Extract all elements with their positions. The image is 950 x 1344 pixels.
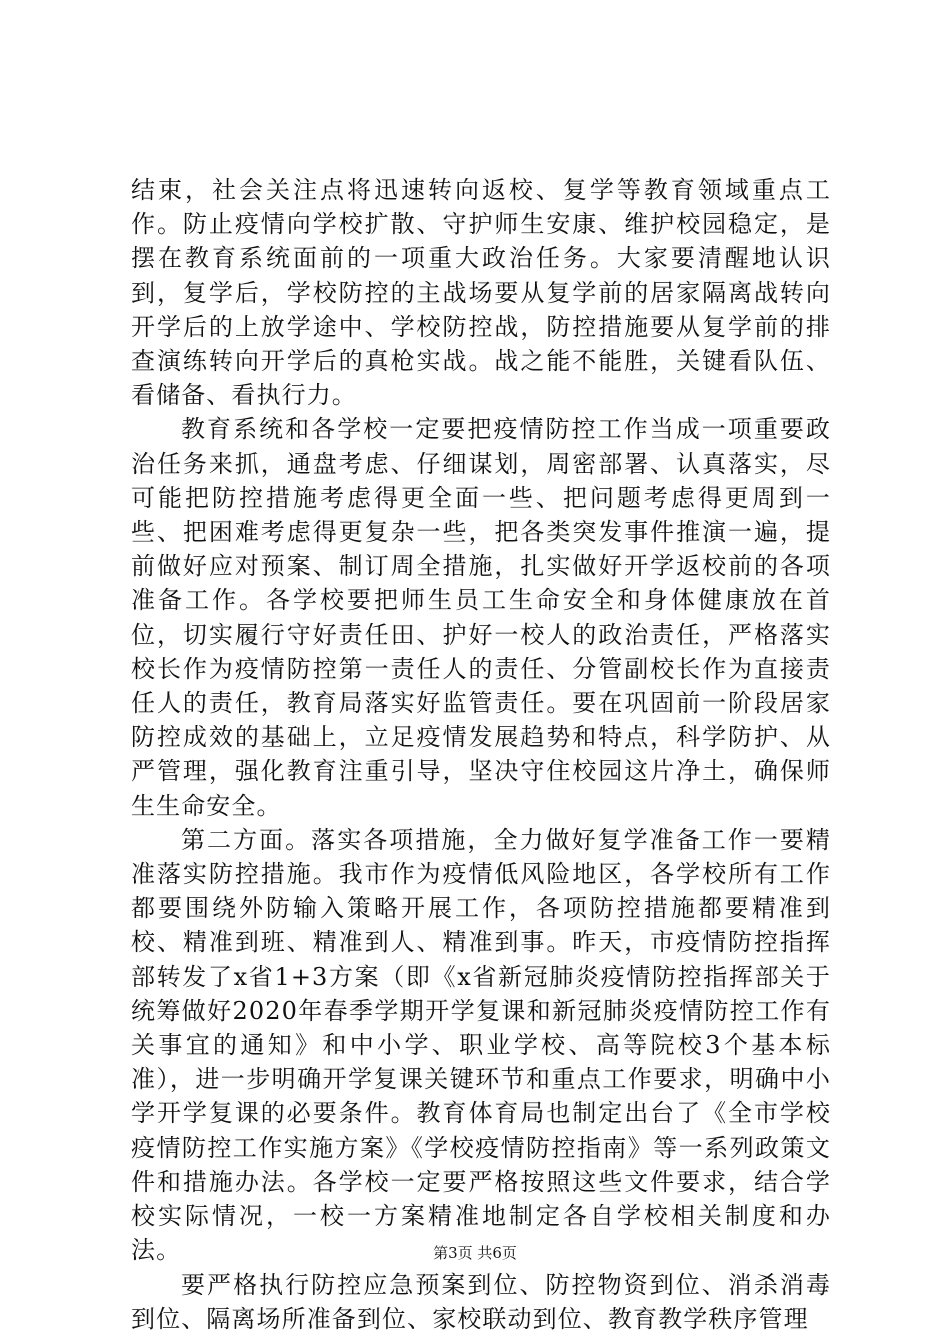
page-number-footer: 第3页 共6页 [433, 1244, 517, 1262]
paragraph-3: 第二方面。落实各项措施，全力做好复学准备工作一要精准落实防控措施。我市作为疫情低风险地区，各学校所有工作都要围绕外防输入策略开展工作，各项防控措施都要精准到校、精准到班、精准到人、精准到事。昨天，市疫情防控指挥部转发了x省1+3方案（即《x省新冠肺炎疫情防控指挥部关于统筹做好2020年春季学期开学复课和新冠肺炎疫情防控工作有关事宜的通知》和中小学、职业学校、高等院校3个基本标准），进一步明确开学复课关键环节和重点工作要求，明确中小学开学复课的必要条件。教育体育局也制定出台了《全市学校疫情防控工作实施方案》《学校疫情防控指南》等一系列政策文件和措施办法。各学校一定要严格按照这些文件要求，结合学校实际情况，一校一方案精准地制定各自学校相关制度和办法。 [131, 825, 831, 1265]
paragraph-2: 教育系统和各学校一定要把疫情防控工作当成一项重要政治任务来抓，通盘考虑、仔细谋划，周密部署、认真落实，尽可能把防控措施考虑得更全面一些、把问题考虑得更周到一些、把困难考虑得更复杂一些，把各类突发事件推演一遍，提前做好应对预案、制订周全措施，扎实做好开学返校前的各项准备工作。各学校要把师生员工生命安全和身体健康放在首位，切实履行守好责任田、护好一校人的政治责任，严格落实校长作为疫情防控第一责任人的责任、分管副校长作为直接责任人的责任，教育局落实好监管责任。要在巩固前一阶段居家防控成效的基础上，立足疫情发展趋势和特点，科学防护、从严管理，强化教育注重引导，坚决守住校园这片净土，确保师生生命安全。 [131, 415, 831, 820]
paragraph-1: 结束，社会关注点将迅速转向返校、复学等教育领域重点工作。防止疫情向学校扩散、守护师生安康、维护校园稳定，是摆在教育系统面前的一项重大政治任务。大家要清醒地认识到，复学后，学校防控的主战场要从复学前的居家隔离战转向开学后的上放学途中、学校防控战，防控措施要从复学前的排查演练转向开学后的真枪实战。战之能不能胜，关键看队伍、看储备、看执行力。 [131, 176, 831, 410]
body-text [131, 173, 831, 1336]
paragraph-4: 要严格执行防控应急预案到位、防控物资到位、消杀消毒到位、隔离场所准备到位、家校联动到位、教育教学秩序管理 [131, 1270, 831, 1333]
